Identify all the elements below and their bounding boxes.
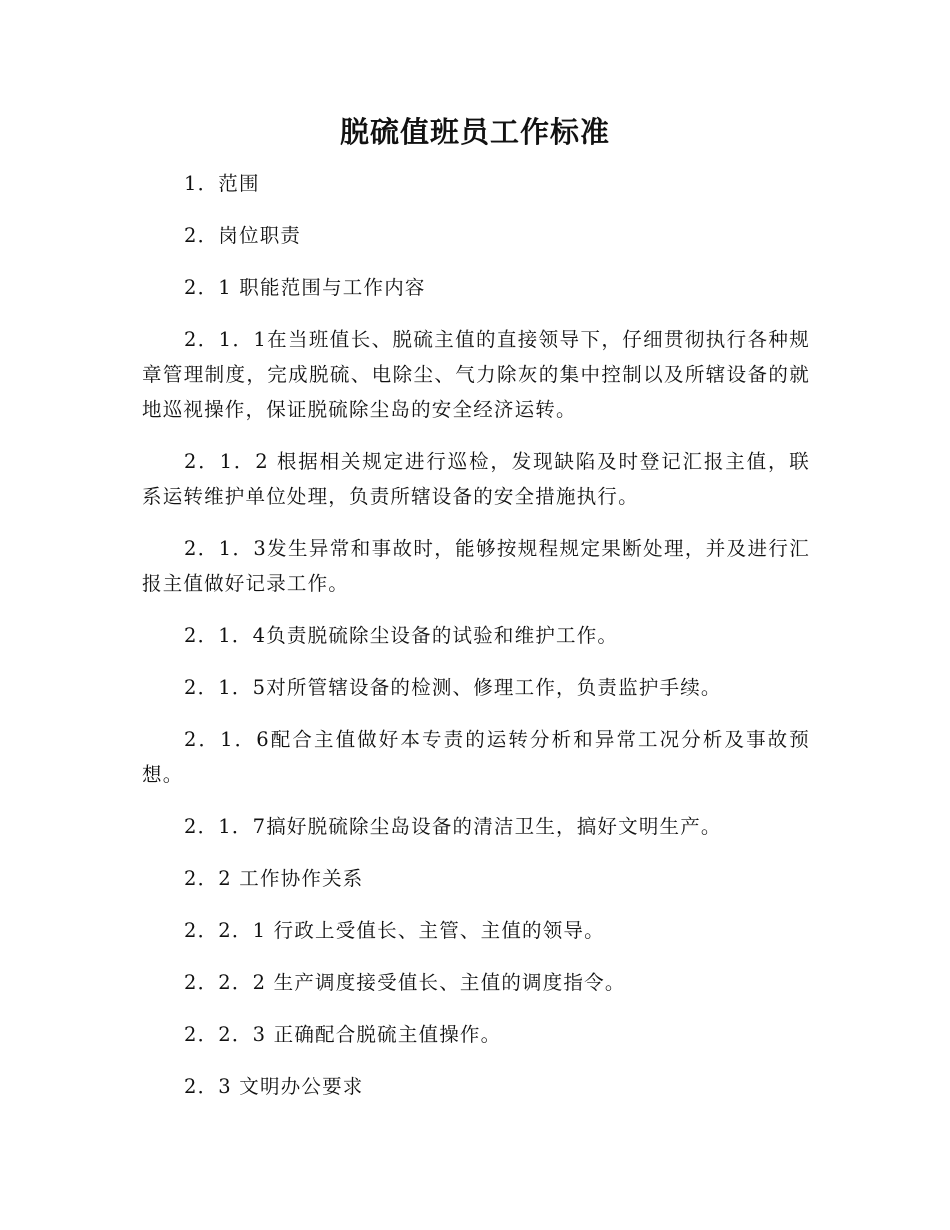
section-office-requirements: 2．3 文明办公要求 [184,1075,364,1098]
item-2-1-1: 2．1．1在当班值长、脱硫主值的直接领导下，仔细贯彻执行各种规章管理制度，完成脱硫、电除尘、气力除灰的集中控制以及所辖设备的就地巡视操作，保证脱硫除尘岛的安全经济运转。 [142,328,810,421]
item-2-1-6: 2．1．6配合主值做好本专责的运转分析和异常工况分析及事故预想。 [142,728,810,786]
document-body [142,166,810,1121]
item-2-1-4: 2．1．4负责脱硫除尘设备的试验和维护工作。 [184,624,619,647]
item-2-2-1: 2．2．1 行政上受值长、主管、主值的领导。 [184,919,605,942]
item-2-1-5: 2．1．5对所管辖设备的检测、修理工作，负责监护手续。 [184,676,722,699]
item-2-1-7: 2．1．7搞好脱硫除尘岛设备的清洁卫生，搞好文明生产。 [184,815,722,838]
section-cooperation: 2．2 工作协作关系 [184,867,364,890]
item-2-2-2: 2．2．2 生产调度接受值长、主值的调度指令。 [184,971,626,994]
document-title: 脱硫值班员工作标准 [339,115,610,149]
item-2-1-2: 2．1．2 根据相关规定进行巡检，发现缺陷及时登记汇报主值，联系运转维护单位处理，负责所辖设备的安全措施执行。 [142,450,810,508]
section-function-scope: 2．1 职能范围与工作内容 [184,276,426,299]
section-duties: 2．岗位职责 [184,224,302,247]
item-2-1-3: 2．1．3发生异常和事故时，能够按规程规定果断处理，并及进行汇报主值做好记录工作。 [142,537,810,595]
section-scope: 1．范围 [184,172,260,195]
item-2-2-3: 2．2．3 正确配合脱硫主值操作。 [184,1023,502,1046]
